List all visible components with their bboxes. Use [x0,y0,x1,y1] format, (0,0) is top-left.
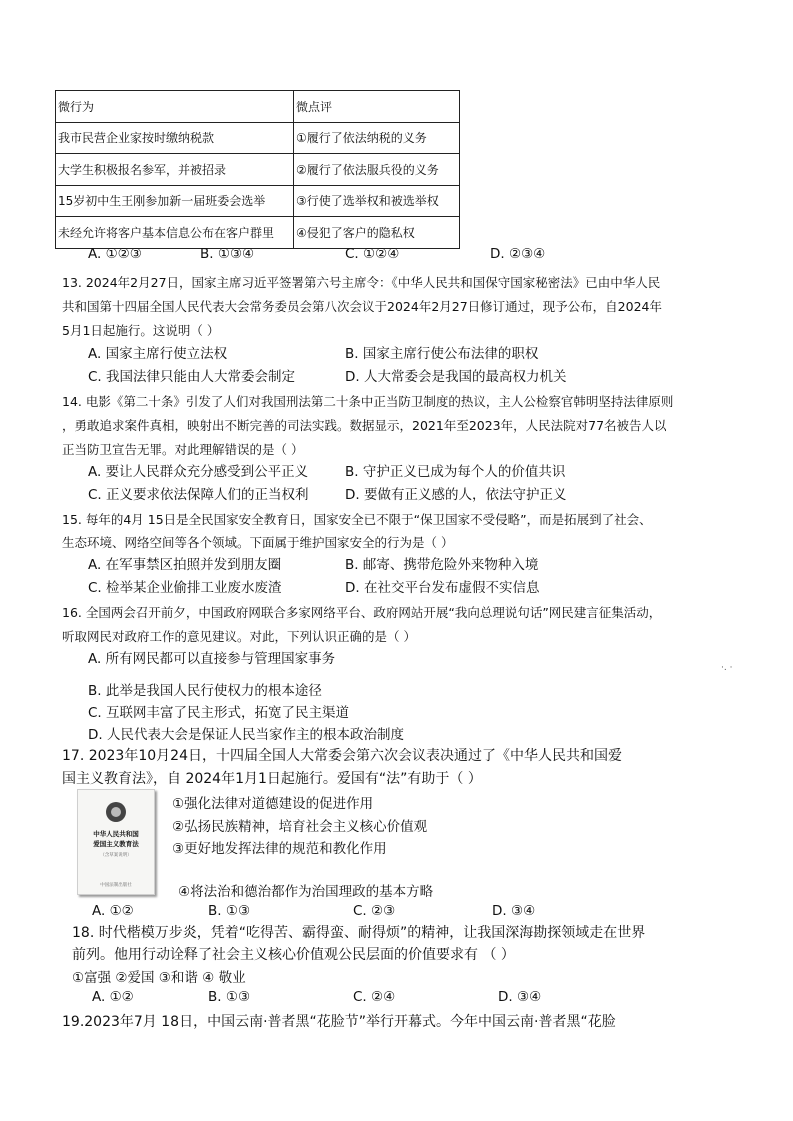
table-cell: ④侵犯了客户的隐私权 [294,217,460,249]
table-cell: 我市民营企业家按时缴纳税款 [56,122,294,154]
stray-mark: ·. · [721,663,733,673]
behavior-comment-table [55,90,460,249]
q18-stem-line: 18. 时代楷模万步炎，凭着“吃得苦、霸得蛮、耐得烦”的精神，让我国深海勘探领域走在世界 [72,925,646,941]
q12-option-b: B. ①③④ [200,246,255,262]
table-row [56,154,460,186]
table-header-cell: 微点评 [294,91,460,123]
q17-item: ④将法治和德治都作为治国理政的基本方略 [178,884,434,900]
table-row [56,217,460,249]
q15-option-c: C. 检举某企业偷排工业废水废渣 [88,580,282,596]
q18-option-b: B. ①③ [208,989,251,1005]
q16-option-d: D. 人民代表大会是保证人民当家作主的根本政治制度 [88,727,404,743]
q15-option-a: A. 在军事禁区拍照并发到朋友圈 [88,557,282,573]
q16-stem-line: 16. 全国两会召开前夕，中国政府网联合多家网络平台、政府网站开展“我向总理说句话”网民建言征集活动， [62,605,662,620]
q12-option-a: A. ①②③ [88,246,142,262]
table-row [56,185,460,217]
table-row [56,122,460,154]
table-cell: ①履行了依法纳税的义务 [294,122,460,154]
q17-stem-line: 17. 2023年10月24日，十四届全国人大常委会第六次会议表决通过了《中华人民共和国爱 [62,748,622,764]
table-cell: 未经允许将客户基本信息公布在客户群里 [56,217,294,249]
q14-option-d: D. 要做有正义感的人，依法守护正义 [345,487,567,503]
national-emblem-icon [106,802,126,822]
book-publisher: 中国法制出版社 [100,883,132,888]
law-book-image [77,789,155,895]
q18-items: ①富强 ②爱国 ③和谐 ④ 敬业 [72,970,246,986]
q14-option-a: A. 要让人民群众充分感受到公平正义 [88,464,309,480]
q14-option-b: B. 守护正义已成为每个人的价值共识 [345,464,566,480]
q17-option-a: A. ①② [92,903,134,919]
q13-option-a: A. 国家主席行使立法权 [88,346,228,362]
q16-option-b: B. 此举是我国人民行使权力的根本途径 [88,683,322,699]
q19-stem-line: 19.2023年7月 18日，中国云南·普者黑“花脸节”举行开幕式。今年中国云南·普者黑“花脸 [62,1014,616,1030]
q13-option-b: B. 国家主席行使公布法律的职权 [345,346,539,362]
q13-stem-line: 13. 2024年2月27日，国家主席习近平签署第六号主席令：《中华人民共和国保守国家秘密法》已由中华人民 [62,275,661,290]
q16-stem-line: 听取网民对政府工作的意见建议。对此，下列认识正确的是（ ） [62,629,416,644]
table-header-cell: 微行为 [56,91,294,123]
q13-option-d: D. 人大常委会是我国的最高权力机关 [345,369,567,385]
q16-option-a: A. 所有网民都可以直接参与管理国家事务 [88,651,336,667]
q14-option-c: C. 正义要求依法保障人们的正当权利 [88,487,309,503]
q18-option-a: A. ①② [92,989,134,1005]
book-title-line: 中华人民共和国 [93,830,139,838]
q18-option-c: C. ②④ [353,989,396,1005]
q12-option-d: D. ②③④ [490,246,546,262]
q17-item: ③更好地发挥法律的规范和教化作用 [172,841,387,857]
q13-stem-line: 5月1日起施行。这说明（ ） [62,323,220,338]
q15-stem-line: 生态环境、网络空间等各个领域。下面属于维护国家安全的行为是（ ） [62,535,454,550]
q15-option-b: B. 邮寄、携带危险外来物种入境 [345,557,539,573]
table-cell: 大学生积极报名参军，并被招录 [56,154,294,186]
q13-option-c: C. 我国法律只能由人大常委会制定 [88,369,296,385]
q17-item: ②弘扬民族精神，培育社会主义核心价值观 [172,819,428,835]
book-title-line: 爱国主义教育法 [93,840,139,848]
table-cell: 15岁初中生王刚参加新一届班委会选举 [56,185,294,217]
q15-stem-line: 15. 每年的4月 15日是全民国家安全教育日，国家安全已不限于“保卫国家不受侵略”，而是拓展到了社会、 [62,512,652,527]
table-cell: ③行使了选举权和被选举权 [294,185,460,217]
q17-item: ①强化法律对道德建设的促进作用 [172,796,374,812]
q15-option-d: D. 在社交平台发布虚假不实信息 [345,580,540,596]
table-header-row [56,91,460,123]
q13-stem-line: 共和国第十四届全国人民代表大会常务委员会第八次会议于2024年2月27日修订通过，现予公布，自2024年 [62,299,662,314]
q18-stem-line: 前列。他用行动诠释了社会主义核心价值观公民层面的价值要求有 （ ） [72,947,515,963]
q16-option-c: C. 互联网丰富了民主形式，拓宽了民主渠道 [88,705,350,721]
q17-option-b: B. ①③ [208,903,251,919]
q12-option-c: C. ①②④ [345,246,400,262]
q17-option-d: D. ③④ [492,903,536,919]
q14-stem-line: 14. 电影《第二十条》引发了人们对我国刑法第二十条中正当防卫制度的热议，主人公检察官韩明坚持法律原则 [62,394,674,409]
q17-stem-line: 国主义教育法》，自 2024年1月1日起施行。爱国有“法”有助于（ ） [62,771,482,787]
table-cell: ②履行了依法服兵役的义务 [294,154,460,186]
q14-stem-line: 正当防卫宣告无罪。对此理解错误的是（ ） [62,442,304,457]
q14-stem-line: ，勇敢追求案件真相，映射出不断完善的司法实践。数据显示，2021年至2023年，人民法院对77名被告人以 [62,418,667,433]
q18-option-d: D. ③④ [498,989,542,1005]
q17-option-c: C. ②③ [353,903,396,919]
book-subtitle: （含草案说明） [100,853,132,858]
